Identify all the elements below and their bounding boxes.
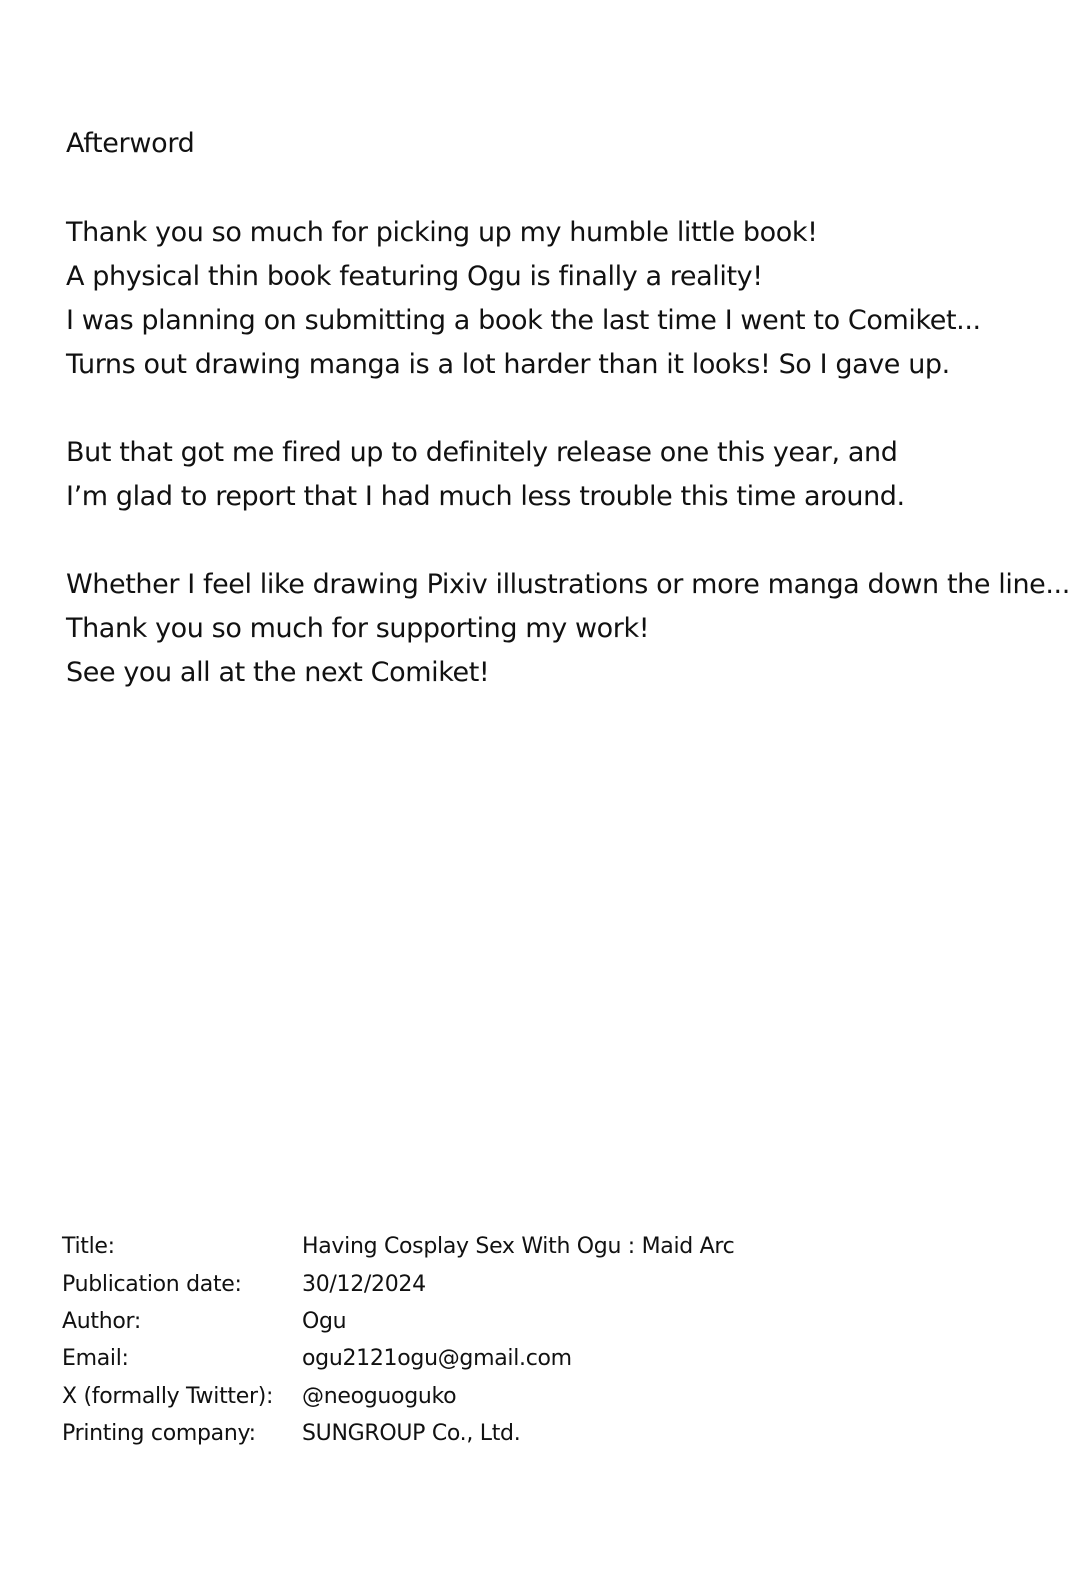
colophon-value: Ogu [302,1308,347,1334]
colophon-label: Publication date: [62,1271,242,1297]
colophon [62,1228,962,1452]
colophon-row-email [62,1340,962,1377]
colophon-row-title [62,1228,962,1265]
text-line: Thank you so much for picking up my humble little book! [66,217,818,248]
colophon-value: @neoguoguko [302,1383,457,1409]
colophon-label: Printing company: [62,1421,256,1447]
colophon-label: X (formally Twitter): [62,1383,274,1409]
colophon-label: Email: [62,1346,129,1372]
colophon-label: Title: [62,1234,115,1260]
text-line: Thank you so much for supporting my work! [66,613,650,644]
colophon-label: Author: [62,1308,141,1334]
text-line: See you all at the next Comiket! [66,657,490,688]
text-line: Whether I feel like drawing Pixiv illustrations or more manga down the line... [66,569,1070,600]
text-line: Turns out drawing manga is a lot harder than it looks! So I gave up. [66,349,950,380]
colophon-row-printing-company [62,1415,962,1452]
colophon-value: ogu2121ogu@gmail.com [302,1346,572,1372]
colophon-row-x-account [62,1378,962,1415]
colophon-row-author [62,1303,962,1340]
afterword-paragraph-2 [66,431,1056,519]
colophon-value: SUNGROUP Co., Ltd. [302,1421,521,1447]
text-line: I’m glad to report that I had much less trouble this time around. [66,481,905,512]
afterword-paragraph-1 [66,211,1056,387]
afterword-heading: Afterword [66,128,195,159]
colophon-value: Having Cosplay Sex With Ogu : Maid Arc [302,1234,735,1260]
colophon-value: 30/12/2024 [302,1271,426,1297]
text-line: I was planning on submitting a book the last time I went to Comiket... [66,305,981,336]
colophon-row-publication-date [62,1265,962,1302]
text-line: A physical thin book featuring Ogu is finally a reality! [66,261,763,292]
afterword-paragraph-3 [66,563,1070,695]
text-line: But that got me fired up to definitely release one this year, and [66,437,898,468]
